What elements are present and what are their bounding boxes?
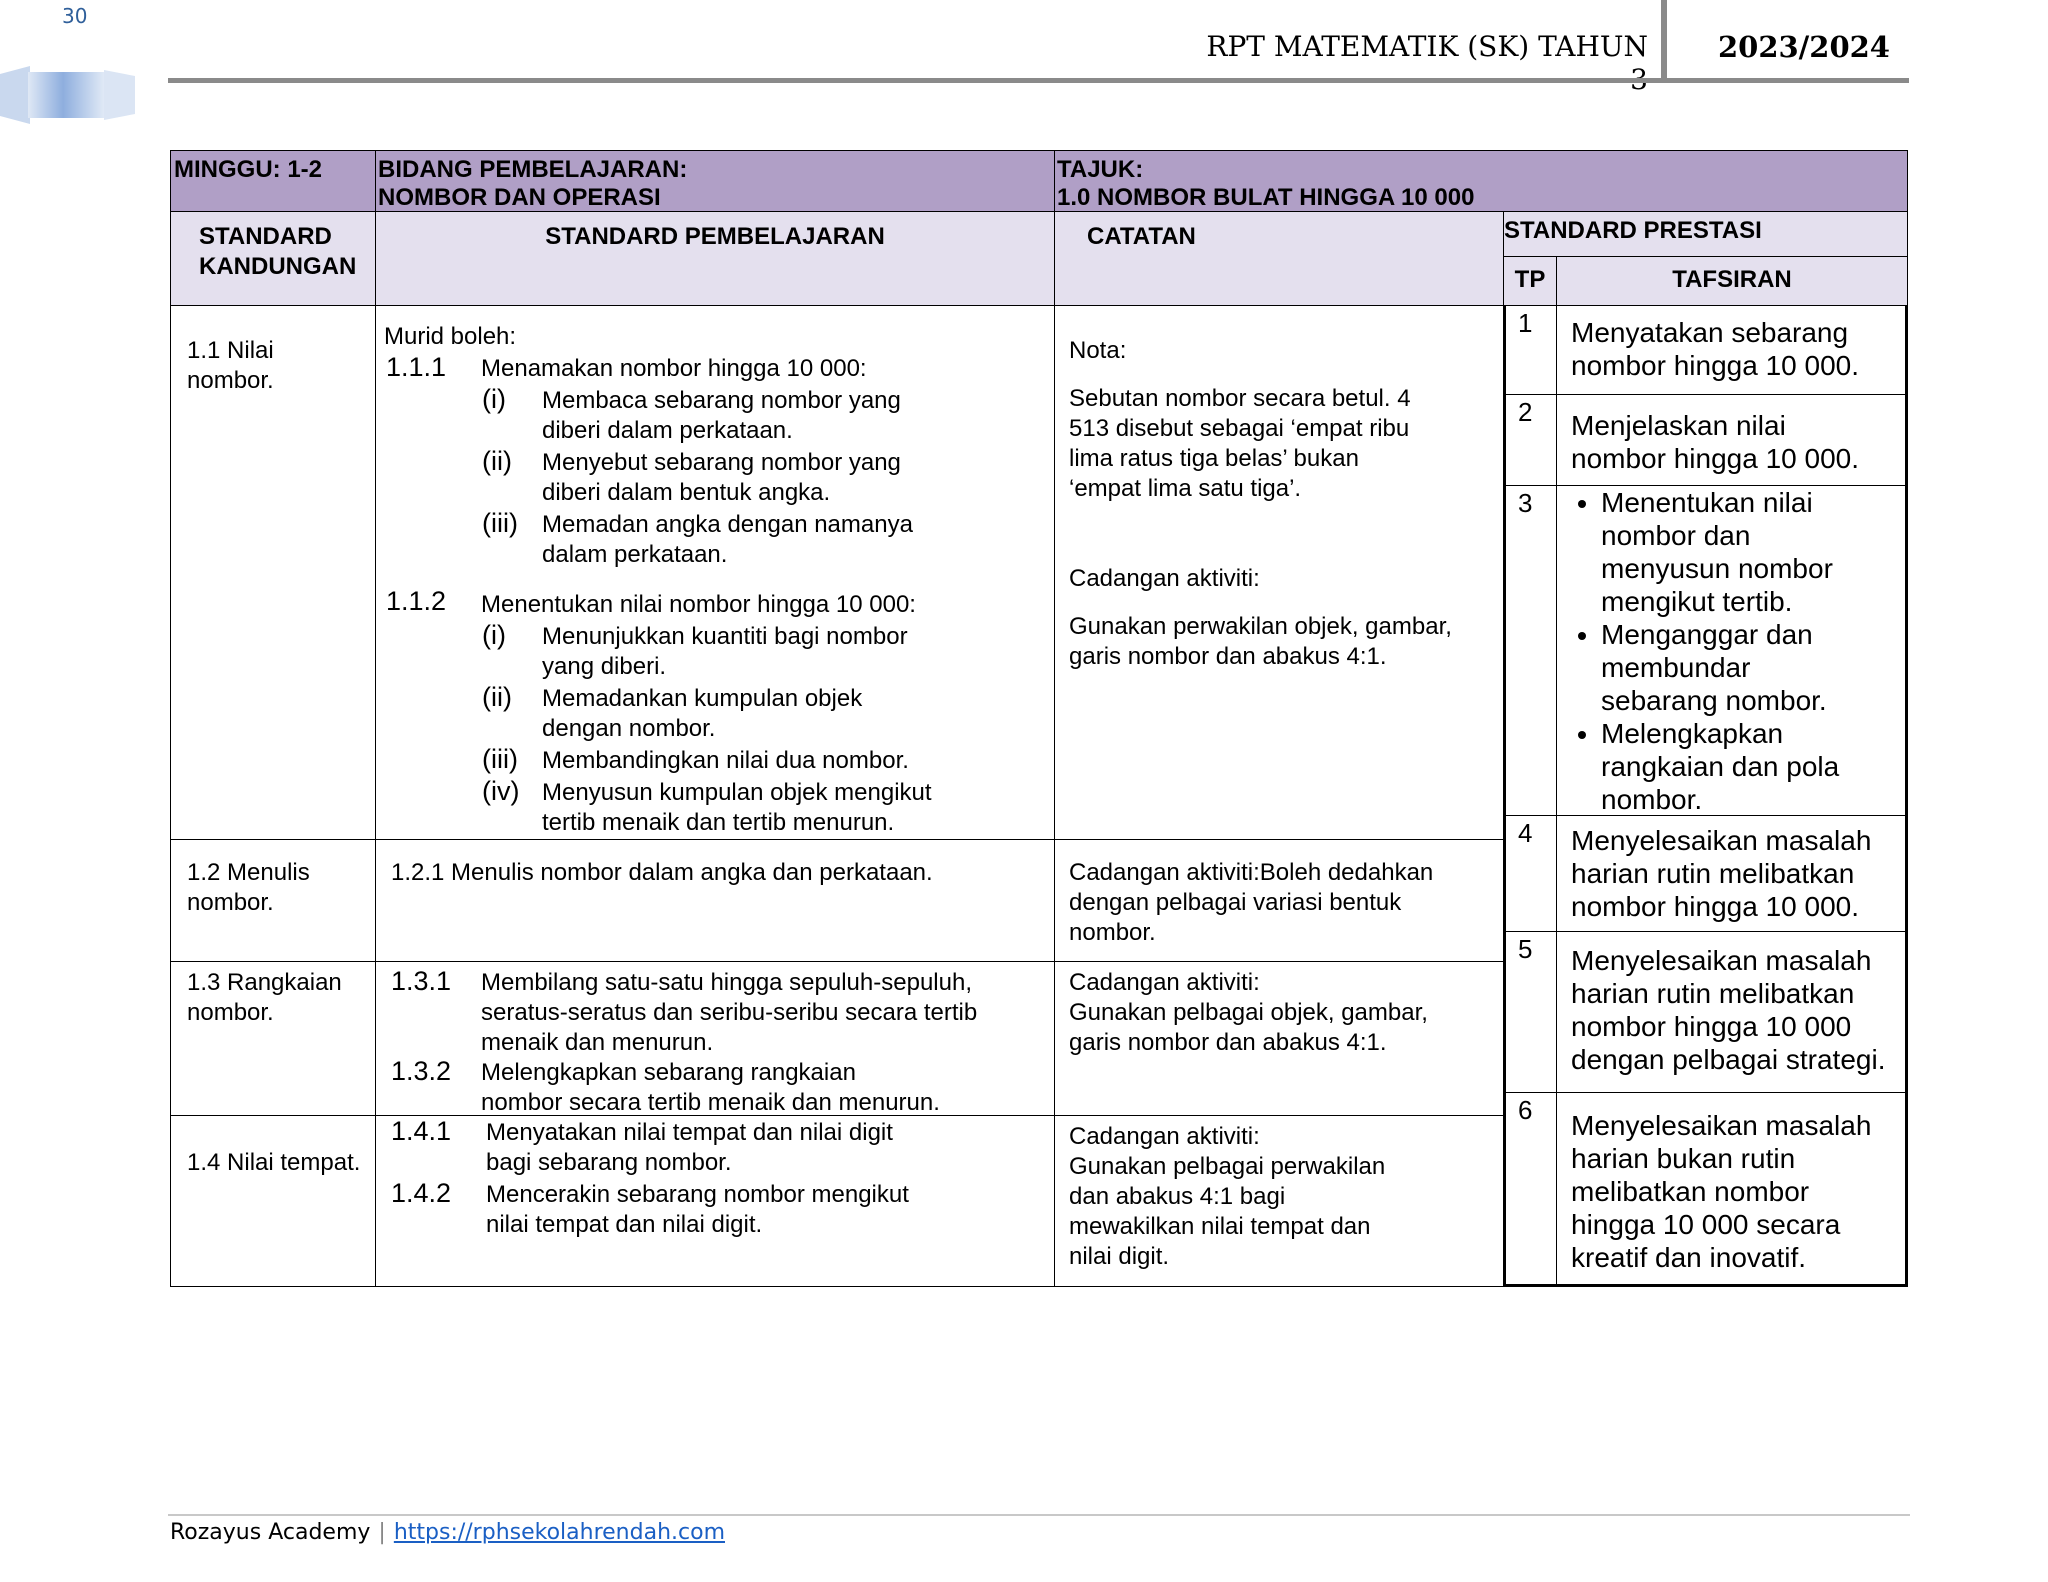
- sp-1-1-2-text: Menentukan nilai nombor hingga 10 000:: [481, 591, 916, 618]
- tafsiran-line: nombor dan: [1601, 520, 1751, 551]
- tp-4-number-cell: [1503, 815, 1557, 932]
- sp-item-numeral: (iii): [482, 508, 518, 538]
- sp-1-3-1-number: 1.3.1: [391, 966, 452, 996]
- sp-1-4-1-number: 1.4.1: [391, 1116, 452, 1146]
- footer-org: Rozayus Academy: [170, 1520, 371, 1545]
- sp-line: nombor secara tertib menaik dan menurun.: [481, 1089, 940, 1116]
- catatan-line: garis nombor dan abakus 4:1.: [1069, 643, 1387, 670]
- col-header-standard-pembelajaran: [375, 211, 1055, 306]
- tp-number: 3: [1518, 488, 1533, 518]
- sk-1-2-line2: nombor.: [187, 889, 274, 916]
- tp-5-number-cell: [1503, 931, 1557, 1093]
- tafsiran-line: nombor hingga 10 000.: [1571, 350, 1859, 381]
- sp-item-line: Membandingkan nilai dua nombor.: [542, 747, 909, 774]
- sp-item-line: Menunjukkan kuantiti bagi nombor: [542, 623, 908, 650]
- bidang-label: BIDANG PEMBELAJARAN:: [378, 156, 688, 183]
- sp-intro: Murid boleh:: [384, 323, 517, 350]
- col-header-sk-line1: STANDARD: [199, 223, 332, 250]
- sp-line: seratus-seratus dan seribu-seribu secara tertib: [481, 999, 978, 1026]
- catatan-line: nilai digit.: [1069, 1243, 1170, 1270]
- sp-line: Membilang satu-satu hingga sepuluh-sepuluh,: [481, 969, 972, 996]
- tafsiran-line: nombor hingga 10 000: [1571, 1011, 1852, 1042]
- academic-year: 2023/2024: [1717, 30, 1890, 64]
- tafsiran-bullet: [1601, 486, 1907, 618]
- sp-item-line: Memadan angka dengan namanya: [542, 511, 913, 538]
- tafsiran-line: melibatkan nombor: [1571, 1176, 1810, 1207]
- catatan-line: Gunakan pelbagai objek, gambar,: [1069, 999, 1428, 1026]
- document-title: RPT MATEMATIK (SK) TAHUN: [1206, 30, 1648, 63]
- bidang-value: NOMBOR DAN OPERASI: [378, 184, 661, 211]
- catatan-line: Gunakan perwakilan objek, gambar,: [1069, 613, 1452, 640]
- sp-item-line: Menyusun kumpulan objek mengikut: [542, 779, 932, 806]
- table-row-1-4-sk: [170, 1115, 376, 1287]
- col-header-catatan-label: CATATAN: [1087, 223, 1196, 250]
- table-row-1-2-sk: [170, 839, 376, 962]
- tafsiran-line: rangkaian dan pola: [1601, 751, 1840, 782]
- tafsiran-line: Menganggar dan: [1601, 619, 1813, 650]
- header-rule: [168, 78, 1909, 83]
- tp-2-number-cell: [1503, 394, 1557, 486]
- tafsiran-line: Menyelesaikan masalah: [1571, 825, 1872, 856]
- sp-1-3-2-number: 1.3.2: [391, 1056, 452, 1086]
- tafsiran-line: Menyelesaikan masalah: [1571, 1110, 1872, 1141]
- sp-item-line: yang diberi.: [542, 653, 667, 680]
- table-row-1-2-sp: [375, 839, 1055, 962]
- tafsiran-line: nombor.: [1601, 784, 1703, 815]
- catatan-line: Cadangan aktiviti:: [1069, 1123, 1260, 1150]
- tp-1-tafsiran-cell: [1556, 305, 1908, 395]
- catatan-line: 513 disebut sebagai ‘empat ribu: [1069, 415, 1410, 442]
- sp-1-1-1-text: Menamakan nombor hingga 10 000:: [481, 355, 867, 382]
- tajuk-cell: [1054, 150, 1908, 212]
- tafsiran-bullet-list: [1557, 486, 1907, 816]
- sp-item-line: dalam perkataan.: [542, 541, 728, 568]
- sk-1-1-line1: 1.1 Nilai: [187, 337, 274, 364]
- sp-item-numeral: (ii): [482, 682, 512, 712]
- tafsiran-line: nombor hingga 10 000.: [1571, 443, 1859, 474]
- header-divider: [1661, 0, 1667, 80]
- sp-item-numeral: (iv): [482, 776, 520, 806]
- table-row-1-1-sk: [170, 305, 376, 840]
- sp-1-1-1-number: 1.1.1: [386, 352, 447, 382]
- col-header-tp: [1503, 256, 1557, 306]
- footer-rule: [168, 1514, 1910, 1516]
- tafsiran-line: Menjelaskan nilai: [1571, 410, 1786, 441]
- sp-item-line: Menyebut sebarang nombor yang: [542, 449, 901, 476]
- tp-1-number-cell: [1503, 305, 1557, 395]
- sp-item-line: diberi dalam perkataan.: [542, 417, 793, 444]
- sk-1-3-line2: nombor.: [187, 999, 274, 1026]
- col-header-tafsiran-label: TAFSIRAN: [1672, 266, 1792, 293]
- tafsiran-bullet: [1601, 717, 1907, 816]
- tp-6-number-cell: [1503, 1092, 1557, 1287]
- tafsiran-line: mengikut tertib.: [1601, 586, 1793, 617]
- table-row-1-3-sk: [170, 961, 376, 1116]
- sp-line: menaik dan menurun.: [481, 1029, 714, 1056]
- col-header-tafsiran: [1556, 256, 1908, 306]
- sp-item-line: Membaca sebarang nombor yang: [542, 387, 901, 414]
- footer-separator: |: [378, 1520, 386, 1545]
- tp-number: 6: [1518, 1095, 1533, 1125]
- sk-1-1-line2: nombor.: [187, 367, 274, 394]
- tafsiran-line: membundar: [1601, 652, 1751, 683]
- sp-item-numeral: (ii): [482, 446, 512, 476]
- sp-line: nilai tempat dan nilai digit.: [486, 1211, 763, 1238]
- catatan-line: garis nombor dan abakus 4:1.: [1069, 1029, 1387, 1056]
- tafsiran-line: hingga 10 000 secara: [1571, 1209, 1841, 1240]
- tp-number: 2: [1518, 397, 1533, 427]
- col-header-standard-prestasi: [1503, 211, 1908, 257]
- col-header-standard-kandungan: [170, 211, 376, 306]
- table-row-1-1-catatan: [1054, 305, 1504, 840]
- table-row-1-4-catatan: [1054, 1115, 1504, 1287]
- tp-4-tafsiran-cell: [1556, 815, 1908, 932]
- sp-1-2-1-text: 1.2.1 Menulis nombor dalam angka dan perkataan.: [391, 859, 933, 886]
- sp-item-line: Memadankan kumpulan objek: [542, 685, 863, 712]
- tp-3-number-cell: [1503, 485, 1557, 816]
- tafsiran-line: sebarang nombor.: [1601, 685, 1827, 716]
- tafsiran-line: harian bukan rutin: [1571, 1143, 1796, 1174]
- sp-line: Mencerakin sebarang nombor mengikut: [486, 1181, 909, 1208]
- col-header-tp-label: TP: [1514, 266, 1546, 293]
- sk-1-3-line1: 1.3 Rangkaian: [187, 969, 342, 996]
- col-header-sp-label: STANDARD PEMBELAJARAN: [545, 223, 885, 250]
- tafsiran-line: Menyatakan sebarang: [1571, 317, 1849, 348]
- footer-link[interactable]: https://rphsekolahrendah.com: [393, 1520, 725, 1545]
- bidang-cell: [375, 150, 1055, 212]
- table-row-1-1-sp: [375, 305, 1055, 840]
- table-row-1-4-sp: [375, 1115, 1055, 1287]
- tp-number: 1: [1518, 308, 1533, 338]
- sp-1-4-2-number: 1.4.2: [391, 1178, 452, 1208]
- catatan-line: dengan pelbagai variasi bentuk: [1069, 889, 1402, 916]
- sp-line: Melengkapkan sebarang rangkaian: [481, 1059, 856, 1086]
- sp-item-line: dengan nombor.: [542, 715, 716, 742]
- decorative-banner-icon: [0, 66, 135, 124]
- tafsiran-bullet: [1601, 618, 1907, 717]
- tafsiran-line: nombor hingga 10 000.: [1571, 891, 1859, 922]
- col-header-sk-line2: KANDUNGAN: [199, 253, 357, 280]
- tafsiran-line: Melengkapkan: [1601, 718, 1784, 749]
- minggu-label: MINGGU: 1-2: [174, 156, 323, 183]
- sp-item-numeral: (iii): [482, 744, 518, 774]
- minggu-cell: [170, 150, 376, 212]
- catatan-line: nombor.: [1069, 919, 1156, 946]
- tafsiran-line: harian rutin melibatkan: [1571, 858, 1855, 889]
- tp-2-tafsiran-cell: [1556, 394, 1908, 486]
- sp-line: Menyatakan nilai tempat dan nilai digit: [486, 1119, 893, 1146]
- rpt-table: [170, 150, 1908, 1287]
- tp-3-tafsiran-cell: [1556, 485, 1908, 816]
- catatan-line: Cadangan aktiviti:Boleh dedahkan: [1069, 859, 1434, 886]
- table-row-1-3-sp: [375, 961, 1055, 1116]
- sp-item-line: diberi dalam bentuk angka.: [542, 479, 831, 506]
- catatan-line: Gunakan pelbagai perwakilan: [1069, 1153, 1386, 1180]
- catatan-nota-label: Nota:: [1069, 337, 1127, 364]
- catatan-line: ‘empat lima satu tiga’.: [1069, 475, 1302, 502]
- sk-1-2-line1: 1.2 Menulis: [187, 859, 310, 886]
- tp-5-tafsiran-cell: [1556, 931, 1908, 1093]
- catatan-line: Cadangan aktiviti:: [1069, 969, 1260, 996]
- col-header-catatan: [1054, 211, 1504, 306]
- tafsiran-line: menyusun nombor: [1601, 553, 1833, 584]
- col-header-prestasi-label: STANDARD PRESTASI: [1504, 217, 1762, 244]
- tajuk-label: TAJUK:: [1057, 156, 1144, 183]
- catatan-line: lima ratus tiga belas’ bukan: [1069, 445, 1359, 472]
- table-row-1-2-catatan: [1054, 839, 1504, 962]
- catatan-cadangan-label: Cadangan aktiviti:: [1069, 565, 1260, 592]
- tp-6-tafsiran-cell: [1556, 1092, 1908, 1287]
- catatan-line: Sebutan nombor secara betul. 4: [1069, 385, 1411, 412]
- tafsiran-line: Menyelesaikan masalah: [1571, 945, 1872, 976]
- tajuk-value: 1.0 NOMBOR BULAT HINGGA 10 000: [1057, 184, 1475, 211]
- table-row-1-3-catatan: [1054, 961, 1504, 1116]
- footer: [170, 1520, 725, 1545]
- tp-number: 4: [1518, 818, 1533, 848]
- catatan-line: mewakilkan nilai tempat dan: [1069, 1213, 1371, 1240]
- tafsiran-line: kreatif dan inovatif.: [1571, 1242, 1807, 1273]
- tafsiran-line: dengan pelbagai strategi.: [1571, 1044, 1886, 1075]
- tp-number: 5: [1518, 934, 1533, 964]
- sk-1-4-line1: 1.4 Nilai tempat.: [187, 1149, 361, 1176]
- tafsiran-line: harian rutin melibatkan: [1571, 978, 1855, 1009]
- tafsiran-line: Menentukan nilai: [1601, 487, 1813, 518]
- sp-line: bagi sebarang nombor.: [486, 1149, 732, 1176]
- sp-1-1-2-number: 1.1.2: [386, 586, 447, 616]
- catatan-line: dan abakus 4:1 bagi: [1069, 1183, 1286, 1210]
- sp-item-numeral: (i): [482, 620, 506, 650]
- sp-item-line: tertib menaik dan tertib menurun.: [542, 809, 895, 836]
- sp-item-numeral: (i): [482, 384, 506, 414]
- page-number: 30: [62, 4, 88, 28]
